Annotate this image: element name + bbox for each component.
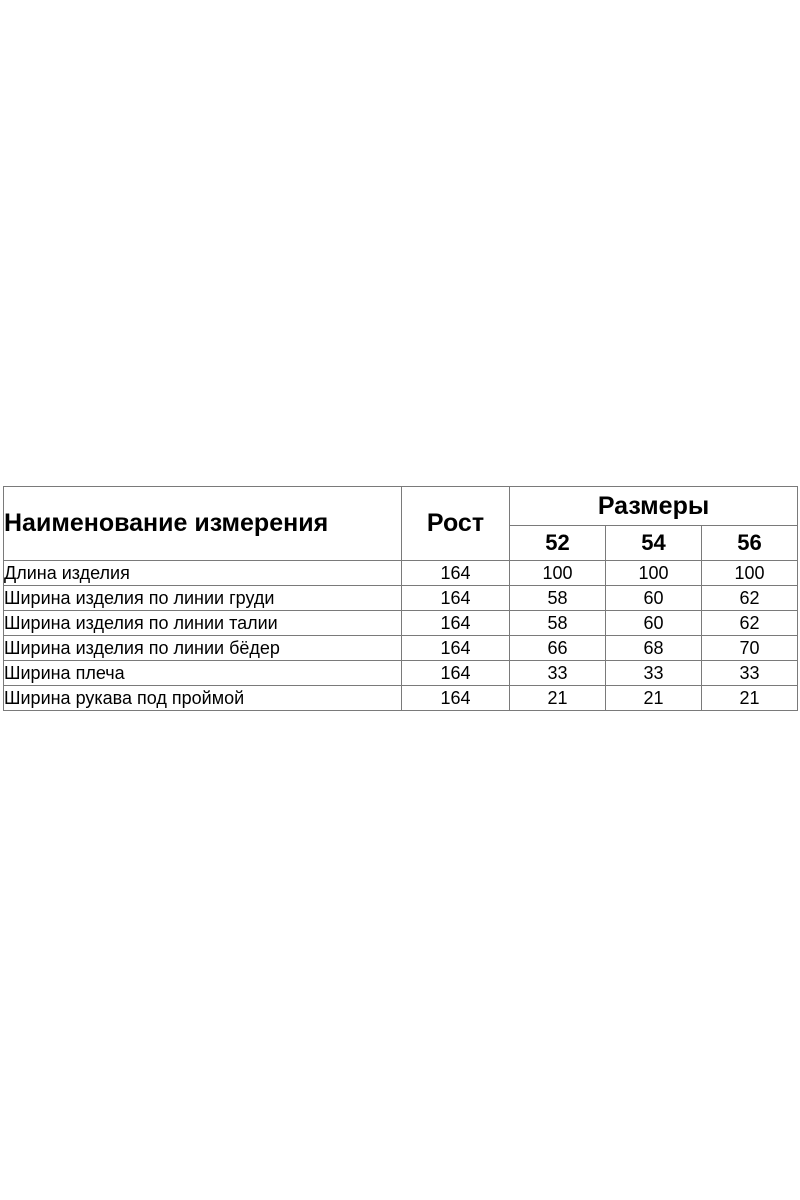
row-name: Ширина рукава под проймой — [4, 686, 402, 711]
size-54: 54 — [606, 526, 702, 561]
row-name: Ширина изделия по линии бёдер — [4, 636, 402, 661]
size-52: 52 — [510, 526, 606, 561]
header-measurement-name: Наименование измерения — [4, 487, 402, 561]
row-value: 21 — [606, 686, 702, 711]
row-value: 70 — [702, 636, 798, 661]
row-value: 58 — [510, 611, 606, 636]
row-name: Ширина изделия по линии груди — [4, 586, 402, 611]
row-value: 21 — [510, 686, 606, 711]
size-56: 56 — [702, 526, 798, 561]
row-height: 164 — [402, 636, 510, 661]
row-height: 164 — [402, 586, 510, 611]
header-row — [4, 487, 798, 526]
row-value: 100 — [702, 561, 798, 586]
row-name: Ширина плеча — [4, 661, 402, 686]
row-height: 164 — [402, 561, 510, 586]
row-value: 62 — [702, 611, 798, 636]
table-row — [4, 611, 798, 636]
row-value: 100 — [510, 561, 606, 586]
row-value: 66 — [510, 636, 606, 661]
header-sizes: Размеры — [510, 487, 798, 526]
row-value: 62 — [702, 586, 798, 611]
table-row — [4, 661, 798, 686]
row-height: 164 — [402, 686, 510, 711]
row-value: 60 — [606, 611, 702, 636]
size-table — [3, 486, 798, 711]
row-name: Ширина изделия по линии талии — [4, 611, 402, 636]
row-value: 33 — [702, 661, 798, 686]
row-height: 164 — [402, 611, 510, 636]
table-row — [4, 636, 798, 661]
row-value: 60 — [606, 586, 702, 611]
row-value: 58 — [510, 586, 606, 611]
table-row — [4, 561, 798, 586]
row-value: 68 — [606, 636, 702, 661]
row-value: 21 — [702, 686, 798, 711]
row-value: 33 — [606, 661, 702, 686]
row-name: Длина изделия — [4, 561, 402, 586]
header-height: Рост — [402, 487, 510, 561]
row-value: 33 — [510, 661, 606, 686]
table-row — [4, 586, 798, 611]
table-row — [4, 686, 798, 711]
row-height: 164 — [402, 661, 510, 686]
row-value: 100 — [606, 561, 702, 586]
